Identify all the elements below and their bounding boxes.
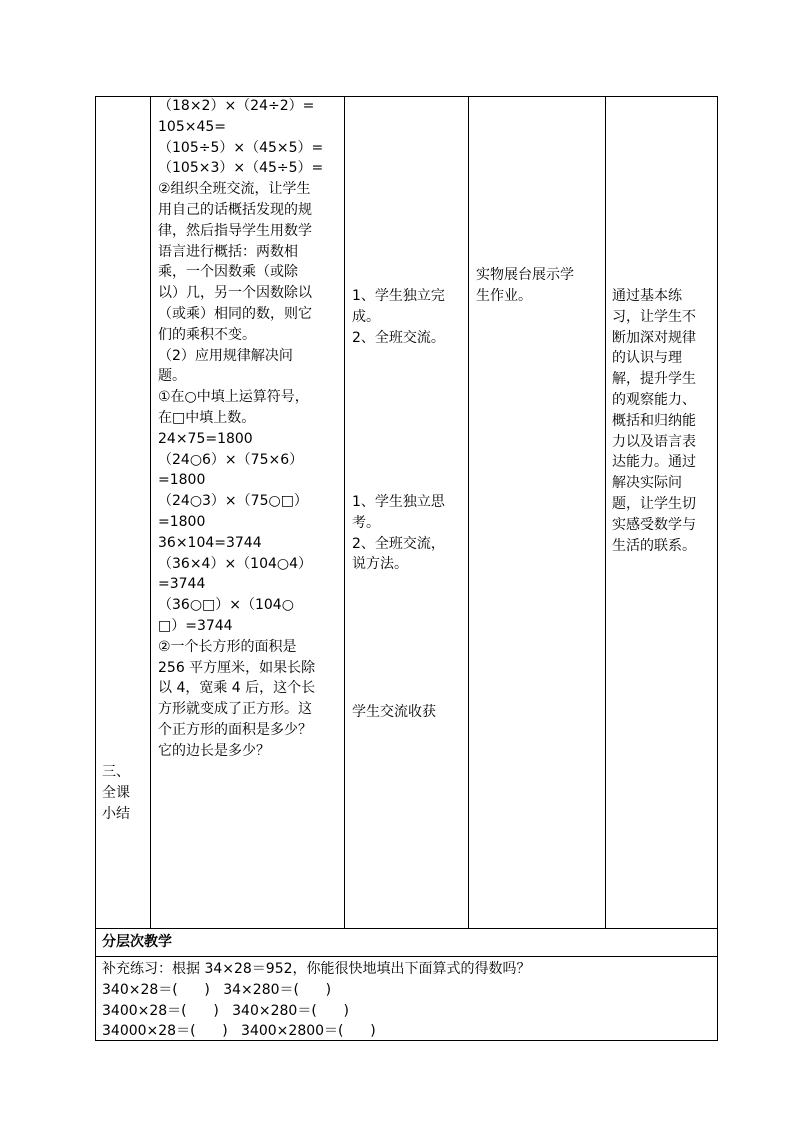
exercise-line: 3400×28＝( ) 340×280＝( ): [102, 1003, 349, 1019]
text-line: 36×104=3744: [158, 534, 262, 551]
text-line: 概括和归纳能: [612, 412, 696, 429]
text-line: 的观察能力、: [612, 391, 696, 408]
column-divider-4: [605, 96, 606, 929]
text-line: （105×3）×（45÷5）=: [158, 160, 324, 177]
media-cell: [476, 265, 574, 307]
text-line: 在□中填上数。: [158, 409, 256, 426]
text-line: 断加深对规律: [612, 329, 696, 346]
text-line: =3744: [158, 576, 206, 593]
text-line: （24○3）×（75○□）: [158, 493, 308, 510]
text-line: 力以及语言表: [612, 433, 696, 450]
text-line: （105÷5）×（45×5）=: [158, 139, 324, 156]
text-line: （36×4）×（104○4）: [158, 555, 313, 572]
row-divider-section: [95, 928, 718, 929]
text-line: 通过基本练: [612, 288, 682, 304]
text-line: 实物展台展示学: [476, 267, 574, 283]
column-divider-2: [344, 96, 345, 929]
text-line: 实感受数学与: [612, 516, 696, 533]
exercise-line: 34000×28＝( ) 3400×2800＝( ): [102, 1023, 376, 1039]
text-line: 105×45=: [158, 118, 226, 135]
text-line: ②组织全班交流，让学生: [158, 181, 311, 198]
text-line: 生作业。: [476, 287, 532, 304]
text-line: 全课: [102, 784, 130, 801]
text-line: 2、全班交流。: [352, 329, 445, 346]
text-line: 说方法。: [352, 556, 408, 573]
exercise-line: 340×28＝( ) 34×280＝( ): [102, 982, 332, 998]
text-line: 24×75=1800: [158, 430, 253, 447]
text-line: 方形就变成了正方形。这: [158, 701, 312, 718]
text-line: 以 4，宽乘 4 后，这个长: [158, 680, 316, 697]
column-divider-3: [468, 96, 469, 929]
text-line: （36○□）×（104○: [158, 597, 294, 614]
text-line: 学生交流收获: [352, 704, 436, 720]
column-divider-1: [150, 96, 151, 929]
text-line: 它的边长是多少？: [158, 742, 270, 759]
text-line: =1800: [158, 513, 206, 530]
text-line: 以）几，另一个因数除以: [158, 285, 312, 302]
exercise-line: 补充练习：根据 34×28＝952，你能很快地填出下面算式的得数吗？: [102, 961, 531, 977]
text-line: 1、学生独立思: [352, 494, 445, 510]
text-line: 1、学生独立完: [352, 288, 445, 304]
text-line: 乘，一个因数乘（或除: [158, 264, 298, 281]
section-title: 分层次教学: [102, 934, 172, 950]
text-line: 习，让学生不: [612, 308, 696, 325]
stage-label: [102, 762, 130, 824]
text-line: 律，然后指导学生用数学: [158, 222, 312, 239]
text-line: （2）应用规律解决问: [158, 347, 293, 364]
text-line: 成。: [352, 308, 380, 325]
text-line: □）=3744: [158, 617, 233, 634]
text-line: 的认识与理: [612, 350, 682, 367]
text-line: 三、: [102, 764, 130, 780]
text-line: 个正方形的面积是多少？: [158, 721, 312, 738]
teaching-process-cell: [158, 96, 323, 762]
text-line: 们的乘积不变。: [158, 326, 256, 343]
student-activity-b: [352, 492, 445, 575]
text-line: （24○6）×（75×6）: [158, 451, 304, 468]
text-line: 256 平方厘米，如果长除: [158, 659, 316, 676]
text-line: 用自己的话概括发现的规: [158, 201, 312, 218]
text-line: =1800: [158, 472, 206, 489]
text-line: 解，提升学生: [612, 371, 696, 388]
text-line: 2、全班交流，: [352, 535, 445, 552]
design-intent-cell: [612, 286, 696, 556]
text-line: 题。: [158, 368, 186, 385]
text-line: 语言进行概括：两数相: [158, 243, 298, 260]
text-line: （或乘）相同的数，则它: [158, 305, 312, 322]
text-line: 生活的联系。: [612, 537, 696, 554]
text-line: ①在○中填上运算符号，: [158, 389, 309, 406]
text-line: 考。: [352, 514, 380, 531]
row-divider-exercise: [95, 956, 718, 957]
text-line: 题，让学生切: [612, 495, 696, 512]
text-line: （18×2）×（24÷2）=: [158, 98, 315, 114]
student-activity-a: [352, 286, 445, 348]
student-activity-c: [352, 702, 436, 723]
text-line: 解决实际问: [612, 475, 682, 492]
text-line: 达能力。通过: [612, 454, 696, 471]
text-line: ②一个长方形的面积是: [158, 638, 297, 655]
text-line: 小结: [102, 805, 130, 822]
